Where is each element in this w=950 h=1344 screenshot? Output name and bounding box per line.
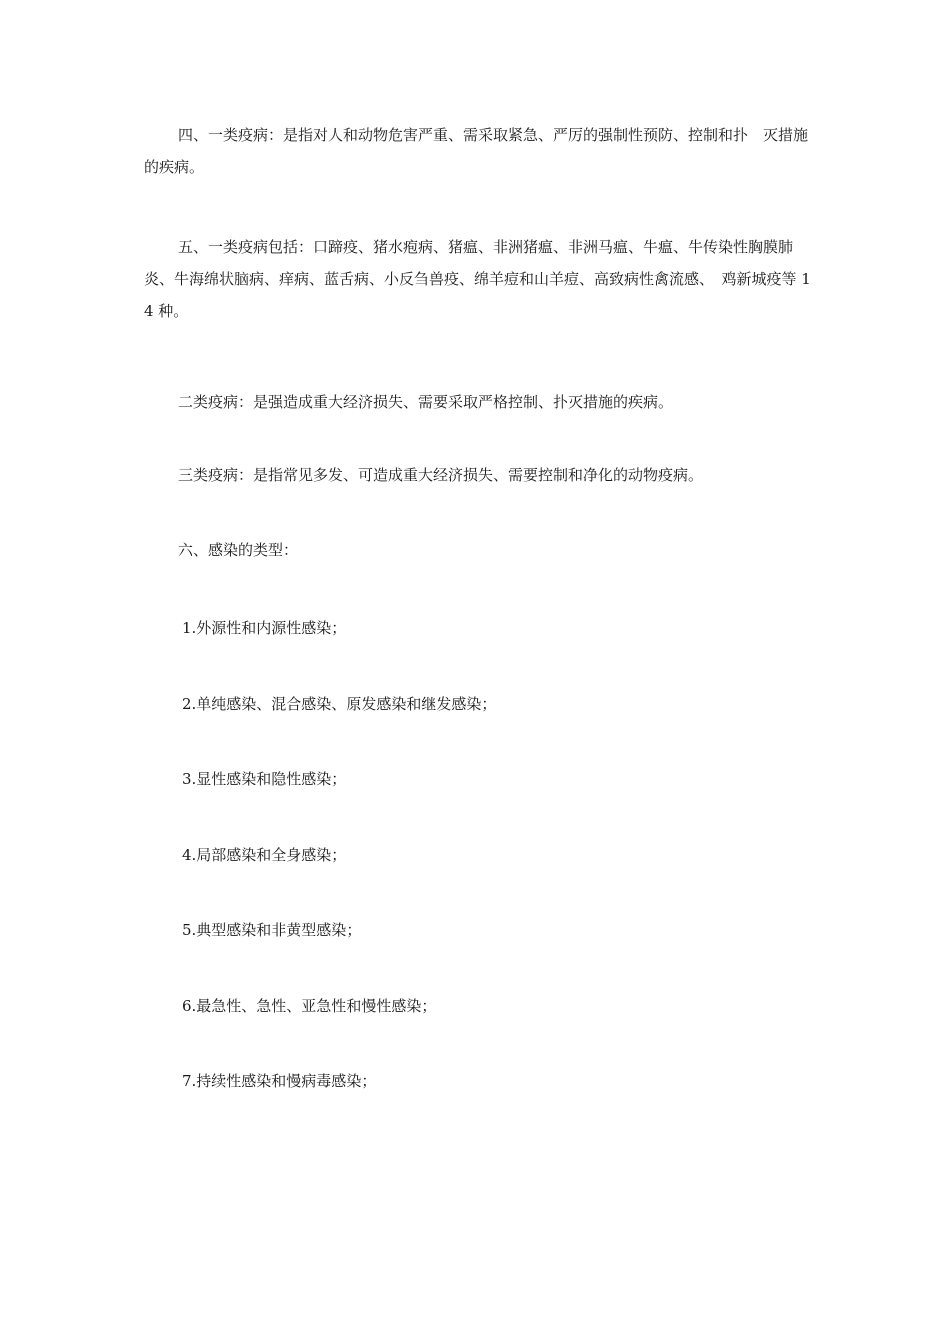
list-item: 1.外源性和内源性感染； xyxy=(182,619,347,637)
list-item: 2.单纯感染、混合感染、原发感染和继发感染； xyxy=(182,695,497,713)
paragraph-category-one-list: 五、一类疫病包括：口蹄疫、猪水疱病、猪瘟、非洲猪瘟、非洲马瘟、牛瘟、牛传染性胸膜肺炎、牛海绵状脑病、痒病、蓝舌病、小反刍兽疫、绵羊痘和山羊痘、高致病性禽流感、 鸡新城疫等 14 种。 xyxy=(144,238,811,320)
list-item: 4.局部感染和全身感染； xyxy=(182,846,347,864)
paragraph-category-two-definition: 二类疫病：是强造成重大经济损失、需要采取严格控制、扑灭措施的疾病。 xyxy=(178,393,674,411)
list-item: 3.显性感染和隐性感染； xyxy=(182,770,347,788)
paragraph-category-one-definition: 四、一类疫病：是指对人和动物危害严重、需采取紧急、严厉的强制性预防、控制和扑 灭措施的疾病。 xyxy=(144,126,809,176)
list-item: 6.最急性、急性、亚急性和慢性感染； xyxy=(182,997,437,1015)
list-item: 7.持续性感染和慢病毒感染； xyxy=(182,1072,377,1090)
section-heading-infection-types: 六、感染的类型： xyxy=(178,541,299,559)
list-item: 5.典型感染和非黄型感染； xyxy=(182,921,362,939)
paragraph-category-three-definition: 三类疫病：是指常见多发、可造成重大经济损失、需要控制和净化的动物疫病。 xyxy=(178,466,704,484)
